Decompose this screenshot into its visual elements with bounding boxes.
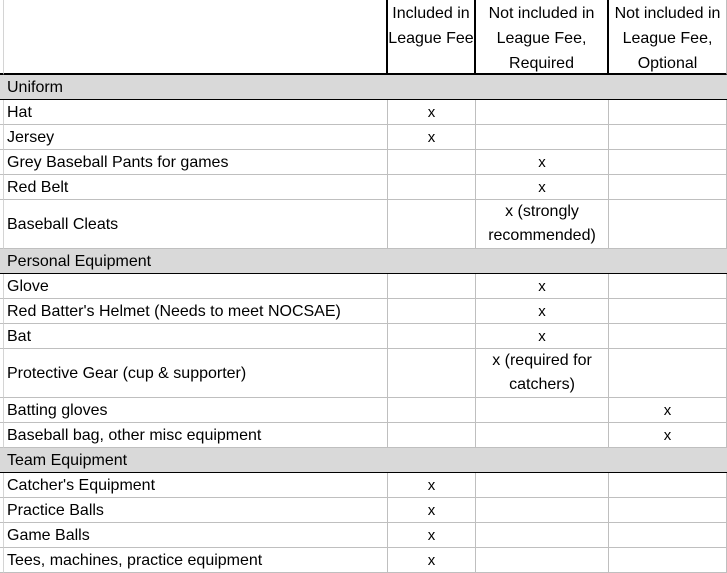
- item-name[interactable]: Protective Gear (cup & supporter): [4, 349, 388, 398]
- item-name[interactable]: Red Belt: [4, 175, 388, 200]
- optional-mark[interactable]: [609, 349, 727, 398]
- section-uniform[interactable]: [0, 75, 727, 100]
- included-mark[interactable]: [388, 299, 476, 324]
- section-personal-equipment[interactable]: [0, 249, 727, 274]
- item-name[interactable]: Catcher's Equipment: [4, 473, 388, 498]
- table-row[interactable]: [0, 175, 727, 200]
- item-name[interactable]: Baseball bag, other misc equipment: [4, 423, 388, 448]
- required-mark[interactable]: x (strongly recommended): [476, 200, 609, 249]
- optional-mark[interactable]: [609, 324, 727, 349]
- header-item-cell[interactable]: [4, 0, 388, 75]
- optional-mark[interactable]: [609, 548, 727, 573]
- included-mark[interactable]: [388, 324, 476, 349]
- table-row[interactable]: [0, 423, 727, 448]
- required-mark[interactable]: x: [476, 150, 609, 175]
- optional-mark[interactable]: [609, 175, 727, 200]
- optional-mark[interactable]: [609, 100, 727, 125]
- required-mark[interactable]: x: [476, 299, 609, 324]
- section-team-equipment[interactable]: [0, 448, 727, 473]
- optional-mark[interactable]: x: [609, 398, 727, 423]
- item-name[interactable]: Red Batter's Helmet (Needs to meet NOCSAE): [4, 299, 388, 324]
- table-row[interactable]: [0, 299, 727, 324]
- item-name[interactable]: Practice Balls: [4, 498, 388, 523]
- required-mark[interactable]: [476, 548, 609, 573]
- included-mark[interactable]: [388, 349, 476, 398]
- required-mark[interactable]: [476, 423, 609, 448]
- table-row[interactable]: [0, 274, 727, 299]
- item-name[interactable]: Bat: [4, 324, 388, 349]
- table-row[interactable]: [0, 125, 727, 150]
- required-mark[interactable]: [476, 523, 609, 548]
- header-not-included-optional[interactable]: Not included in League Fee, Optional: [609, 0, 727, 75]
- optional-mark[interactable]: [609, 150, 727, 175]
- optional-mark[interactable]: [609, 523, 727, 548]
- item-name[interactable]: Tees, machines, practice equipment: [4, 548, 388, 573]
- included-mark[interactable]: x: [388, 523, 476, 548]
- section-title: Personal Equipment: [0, 249, 727, 274]
- item-name[interactable]: Jersey: [4, 125, 388, 150]
- included-mark[interactable]: [388, 423, 476, 448]
- included-mark[interactable]: [388, 200, 476, 249]
- item-name[interactable]: Baseball Cleats: [4, 200, 388, 249]
- section-title: Uniform: [0, 75, 727, 100]
- optional-mark[interactable]: [609, 274, 727, 299]
- required-mark[interactable]: x: [476, 175, 609, 200]
- item-name[interactable]: Hat: [4, 100, 388, 125]
- header-row: [0, 0, 727, 75]
- optional-mark[interactable]: [609, 125, 727, 150]
- table-row[interactable]: [0, 548, 727, 573]
- required-mark[interactable]: [476, 125, 609, 150]
- optional-mark[interactable]: [609, 299, 727, 324]
- table-row[interactable]: [0, 324, 727, 349]
- optional-mark[interactable]: [609, 473, 727, 498]
- table-row[interactable]: [0, 398, 727, 423]
- required-mark[interactable]: x: [476, 324, 609, 349]
- included-mark[interactable]: x: [388, 473, 476, 498]
- table-row[interactable]: [0, 473, 727, 498]
- included-mark[interactable]: [388, 274, 476, 299]
- table-row[interactable]: [0, 100, 727, 125]
- item-name[interactable]: Game Balls: [4, 523, 388, 548]
- included-mark[interactable]: x: [388, 548, 476, 573]
- header-included-in-league-fee[interactable]: Included in League Fee: [388, 0, 476, 75]
- required-mark[interactable]: x: [476, 274, 609, 299]
- optional-mark[interactable]: [609, 200, 727, 249]
- required-mark[interactable]: [476, 498, 609, 523]
- table-row[interactable]: [0, 349, 727, 398]
- required-mark[interactable]: x (required for catchers): [476, 349, 609, 398]
- required-mark[interactable]: [476, 398, 609, 423]
- item-name[interactable]: Grey Baseball Pants for games: [4, 150, 388, 175]
- table-row[interactable]: [0, 200, 727, 249]
- table-row[interactable]: [0, 498, 727, 523]
- item-name[interactable]: Glove: [4, 274, 388, 299]
- section-title: Team Equipment: [0, 448, 727, 473]
- included-mark[interactable]: x: [388, 498, 476, 523]
- table-row[interactable]: [0, 523, 727, 548]
- included-mark[interactable]: [388, 175, 476, 200]
- included-mark[interactable]: x: [388, 125, 476, 150]
- included-mark[interactable]: [388, 150, 476, 175]
- header-not-included-required[interactable]: Not included in League Fee, Required: [476, 0, 609, 75]
- included-mark[interactable]: x: [388, 100, 476, 125]
- item-name[interactable]: Batting gloves: [4, 398, 388, 423]
- included-mark[interactable]: [388, 398, 476, 423]
- required-mark[interactable]: [476, 473, 609, 498]
- optional-mark[interactable]: x: [609, 423, 727, 448]
- optional-mark[interactable]: [609, 498, 727, 523]
- required-mark[interactable]: [476, 100, 609, 125]
- table-row[interactable]: [0, 150, 727, 175]
